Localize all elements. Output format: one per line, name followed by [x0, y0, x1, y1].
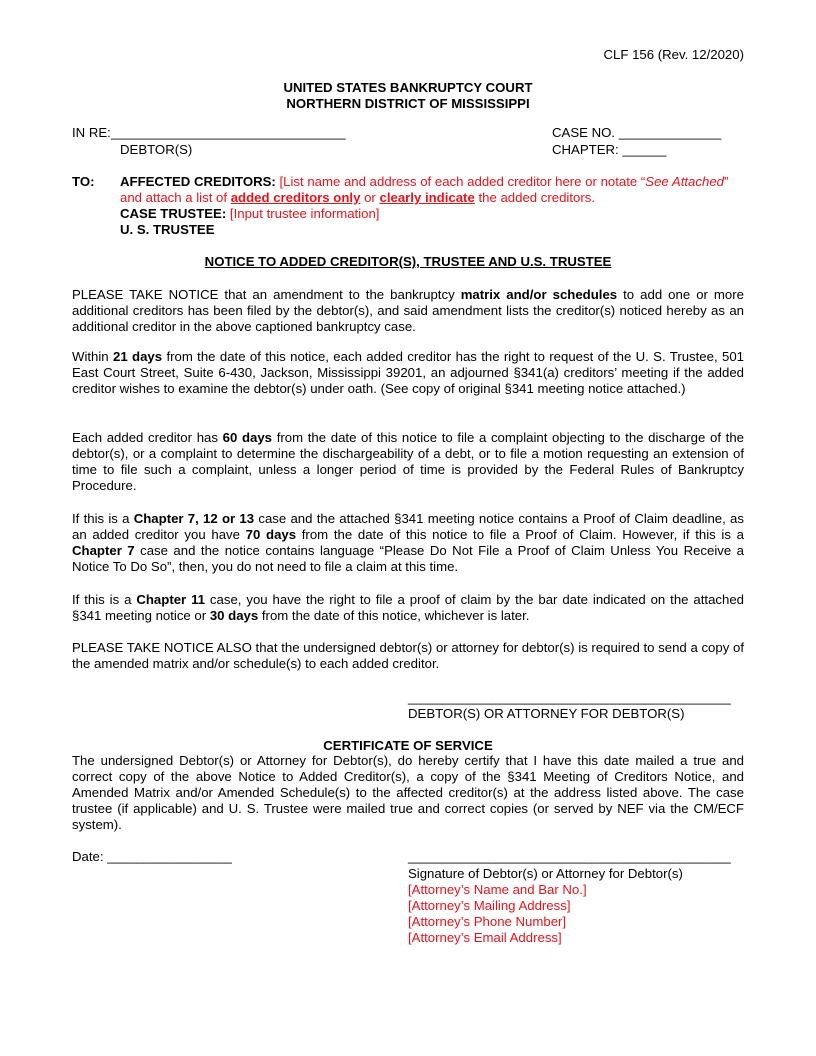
in-re-blank[interactable]: ________________________________	[110, 125, 346, 140]
clearly-indicate: clearly indicate	[379, 190, 475, 205]
court-line-1: UNITED STATES BANKRUPTCY COURT	[283, 80, 533, 95]
paragraph-proof-of-claim	[72, 511, 744, 575]
paragraph-chapter-11	[72, 592, 744, 624]
text: case and the attached §341 meeting notice contains a Proof of Claim deadline, as an added creditor you have	[72, 511, 744, 542]
emphasis: Chapter 11	[136, 592, 206, 607]
emphasis: Chapter 7, 12 or 13	[133, 511, 255, 526]
us-trustee: U. S. TRUSTEE	[120, 222, 215, 237]
text: from the date of this notice to file a Proof of Claim. However, if this is a	[296, 527, 744, 542]
paragraph-amendment	[72, 287, 744, 335]
paragraph-60-days	[72, 430, 744, 494]
court-name	[72, 80, 744, 112]
text: case and the notice contains language “Please Do Not File a Proof of Claim Unless You Receive a Notice To Do So”, then, you do not need to file a claim at this time.	[72, 543, 745, 574]
court-line-2: NORTHERN DISTRICT OF MISSISSIPPI	[286, 96, 530, 111]
attorney-name-placeholder: [Attorney’s Name and Bar No.]	[408, 882, 587, 897]
attorney-phone-placeholder: [Attorney’s Phone Number]	[408, 914, 567, 929]
case-no-blank[interactable]: ______________	[618, 125, 722, 140]
see-attached: See Attached	[645, 174, 724, 189]
affected-text: the added creditors.	[474, 190, 596, 205]
case-no-label: CASE NO.	[552, 125, 616, 140]
certificate-title: CERTIFICATE OF SERVICE	[323, 738, 493, 753]
in-re-field[interactable]	[72, 125, 346, 141]
text: from the date of this notice to file a complaint objecting to the discharge of the debtor(s), or a complaint to determine the dischargeability of a debt, or to file a motion requesting an extension of time to file such a complaint, unless a longer period of time is provided by the Federal Rules of Bankruptcy Procedure.	[72, 430, 744, 493]
text: to add one or more additional creditors has been filed by the debtor(s), and said amendment lists the creditor(s) noticed hereby as an additional creditor in the above captioned bankruptcy case.	[72, 287, 744, 334]
case-trustee-placeholder: [Input trustee information]	[226, 206, 380, 221]
emphasis: matrix and/or schedules	[460, 287, 618, 302]
text: from the date of this notice, each added creditor has the right to request of the U. S. Trustee, 501 East Court Street, Suite 6-430, Jackson, Mississippi 39201, an adjourned §341(a) creditors’ meeting if the added creditor wishes to examine the debtor(s) under oath. (See copy of original §341 meeting notice attached.)	[72, 349, 744, 396]
attorney-address-placeholder: [Attorney’s Mailing Address]	[408, 898, 571, 913]
added-creditors-only: added creditors only	[230, 190, 361, 205]
affected-creditors-label: AFFECTED CREDITORS:	[120, 174, 276, 189]
case-trustee	[120, 206, 744, 222]
case-no-field[interactable]	[552, 125, 721, 141]
chapter-label: CHAPTER:	[552, 142, 619, 157]
text: PLEASE TAKE NOTICE ALSO that the undersigned debtor(s) or attorney for debtor(s) is required to send a copy of the amended matrix and/or schedule(s) to each added creditor.	[72, 640, 744, 671]
emphasis: 60 days	[222, 430, 273, 445]
recipients-block	[120, 174, 744, 238]
emphasis: Chapter 7	[72, 543, 135, 558]
affected-creditors	[120, 174, 744, 206]
text: Within	[72, 349, 113, 364]
certificate-signature-label: Signature of Debtor(s) or Attorney for Debtor(s)	[408, 866, 683, 881]
chapter-field[interactable]	[552, 142, 666, 158]
emphasis: 70 days	[245, 527, 297, 542]
emphasis: 30 days	[209, 608, 259, 623]
attorney-email-placeholder: [Attorney’s Email Address]	[408, 930, 562, 945]
text: Each added creditor has	[72, 430, 223, 445]
affected-text: ” and attach a list of	[120, 174, 729, 205]
text: case, you have the right to file a proof of claim by the bar date indicated on the attached §341 meeting notice or	[72, 592, 745, 623]
text: PLEASE TAKE NOTICE that an amendment to the bankruptcy	[72, 287, 461, 302]
certificate-text: The undersigned Debtor(s) or Attorney for Debtor(s), do hereby certify that I have this date mailed a true and correct copy of the above Notice to Added Creditor(s), a copy of the §341 Meeting of Creditors Notice, and Amended Matrix and/or Amended Schedule(s) to the affected creditor(s) at the address listed above. The case trustee (if applicable) and U. S. Trustee were mailed true and correct copies (or served by NEF via the CM/ECF system).	[72, 753, 744, 832]
affected-text: [List name and address of each added creditor here or notate “	[275, 174, 646, 189]
text: If this is a	[72, 511, 134, 526]
to-label: TO:	[72, 174, 95, 189]
emphasis: 21 days	[113, 349, 163, 364]
form-id: CLF 156 (Rev. 12/2020)	[603, 47, 744, 62]
certificate-signature-line[interactable]: ____________________________________________	[408, 849, 731, 864]
case-trustee-label: CASE TRUSTEE:	[120, 206, 227, 221]
date-field[interactable]	[72, 849, 232, 865]
debtor-signature-line[interactable]: ____________________________________________	[408, 690, 731, 705]
date-label: Date:	[72, 849, 104, 864]
debtor-signature-label: DEBTOR(S) OR ATTORNEY FOR DEBTOR(S)	[408, 706, 685, 721]
paragraph-21-days	[72, 349, 744, 397]
signature-block	[408, 866, 683, 946]
date-blank[interactable]: _________________	[107, 849, 232, 864]
text: from the date of this notice, whichever is later.	[258, 608, 530, 623]
chapter-blank[interactable]: ______	[622, 142, 667, 157]
debtor-label: DEBTOR(S)	[120, 142, 193, 157]
notice-title: NOTICE TO ADDED CREDITOR(S), TRUSTEE AND U.S. TRUSTEE	[204, 254, 612, 269]
in-re-label: IN RE:	[72, 125, 111, 140]
text: If this is a	[72, 592, 137, 607]
paragraph-notice-also	[72, 640, 744, 672]
affected-text: or	[360, 190, 380, 205]
